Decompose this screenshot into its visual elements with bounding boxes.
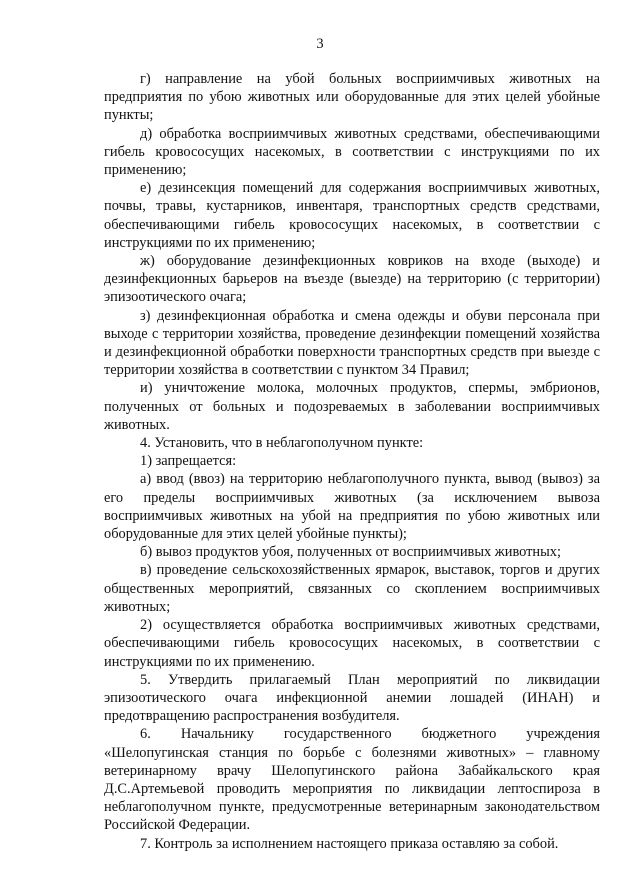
paragraph-i-destruction: и) уничтожение молока, молочных продуктов, спермы, эмбрионов, полученных от больных и подозреваемых в заболевании восприимчивых животных. <box>104 380 600 433</box>
paragraph-z-disinfection-clothing: з) дезинфекционная обработка и смена одежды и обуви персонала при выходе с территории хозяйства, проведение дезинфекции помещений хозяйства и дезинфекционной обработки поверхности транспортных средств при выезде с территории хозяйства в соответствии с пунктом 34 Правил; <box>104 307 600 379</box>
paragraph-zh-disinfection-mats: ж) оборудование дезинфекционных ковриков на входе (выходе) и дезинфекционных барьеров на въезде (выезде) на территорию (с территории) эпизоотического очага; <box>104 253 600 306</box>
paragraph-b-export-products: б) вывоз продуктов убоя, полученных от восприимчивых животных; <box>140 544 561 561</box>
paragraph-d-animal-treatment: д) обработка восприимчивых животных средствами, обеспечивающими гибель кровососущих насекомых, в соответствии с инструкциями по их применению; <box>104 125 600 179</box>
paragraph-g-slaughter: г) направление на убой больных восприимчивых животных на предприятия по убою животных или оборудованные для этих целей убойные пункты; <box>104 71 600 124</box>
paragraph-4-1-prohibited: 1) запрещается: <box>140 453 237 470</box>
page-number: 3 <box>316 36 324 52</box>
document-body <box>104 70 600 853</box>
paragraph-4-establish: 4. Установить, что в неблагополучном пункте: <box>140 435 424 452</box>
paragraph-v-fairs: в) проведение сельскохозяйственных ярмарок, выставок, торгов и других общественных мероприятий, связанных со скоплением восприимчивых животных; <box>104 562 600 615</box>
paragraph-7-control: 7. Контроль за исполнением настоящего приказа оставляю за собой. <box>140 835 559 852</box>
paragraph-a-entry-exit: а) ввод (ввоз) на территорию неблагополучного пункта, вывод (вывоз) за его пределы восприимчивых животных (за исключением вывоза восприимчивых животных на убой на предприятия по убою животных или оборудованные для этих целей убойные пункты); <box>104 471 600 543</box>
paragraph-e-disinsection: е) дезинсекция помещений для содержания восприимчивых животных, почвы, травы, кустарников, инвентаря, транспортных средств средствами, обеспечивающими гибель кровососущих насекомых, в соответствии с инструкциями по их применению; <box>104 180 600 251</box>
paragraph-4-2-treatment: 2) осуществляется обработка восприимчивых животных средствами, обеспечивающими гибель кровососущих насекомых, в соответствии с инструкциями по их применению. <box>104 617 600 670</box>
paragraph-6-station-head: 6. Начальнику государственного бюджетного учреждения «Шелопугинская станция по борьбе с болезнями животных» – главному ветеринарному врачу Шелопугинского района Забайкальского края Д.С.Артемьевой проводить мероприятия по ликвидации лептоспироза в неблагополучном пункте, предусмотренные ветеринарным законодательством Российской Федерации. <box>104 726 600 834</box>
paragraph-5-approve-plan: 5. Утвердить прилагаемый План мероприятий по ликвидации эпизоотического очага инфекционной анемии лошадей (ИНАН) и предотвращению распространения возбудителя. <box>104 671 600 725</box>
